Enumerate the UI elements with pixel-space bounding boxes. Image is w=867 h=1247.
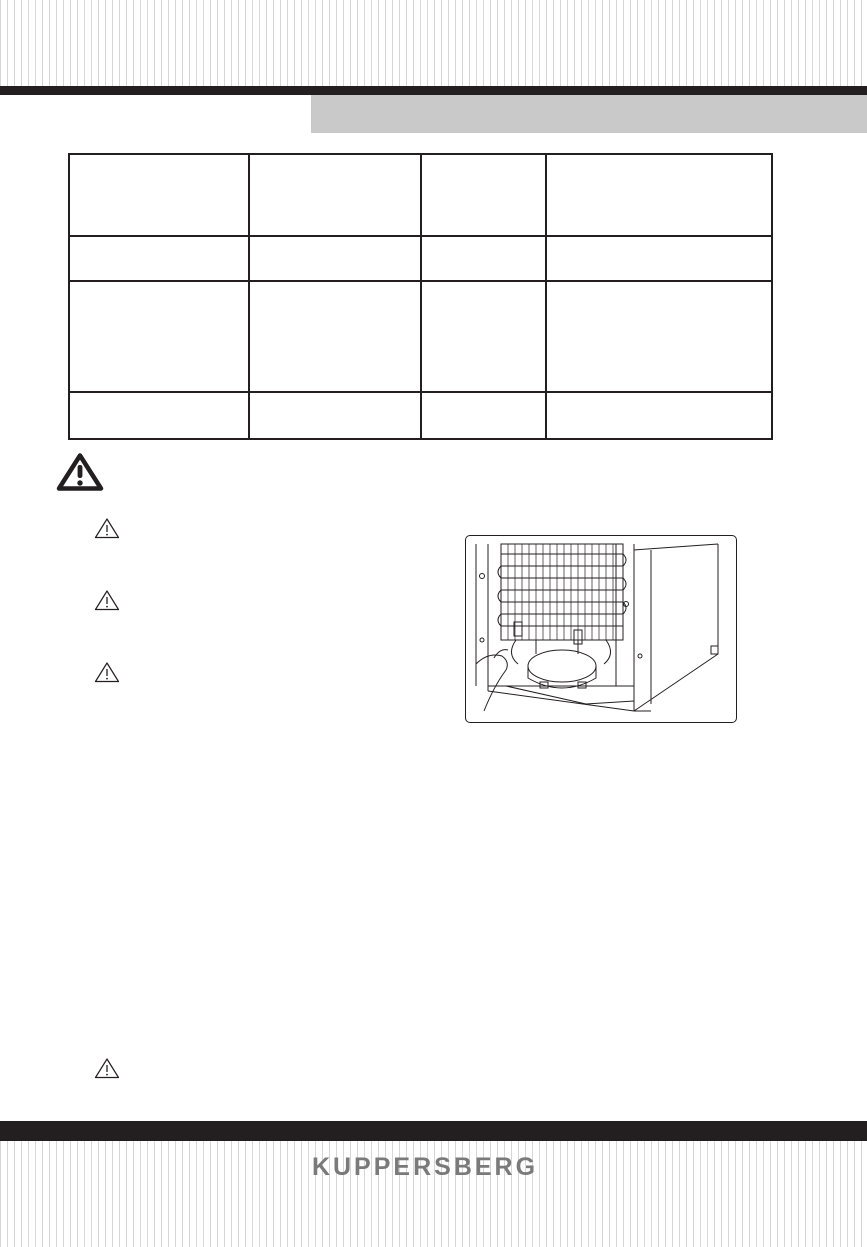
table-cell <box>546 236 772 281</box>
table-cell <box>69 281 249 392</box>
warning-triangle-icon <box>94 517 120 539</box>
footer-bar <box>0 1121 867 1141</box>
table-cell <box>249 154 421 236</box>
table-cell <box>421 281 546 392</box>
table-cell <box>249 392 421 439</box>
table-cell <box>546 392 772 439</box>
table-row <box>69 154 772 236</box>
warning-triangle-icon <box>94 589 120 611</box>
table-cell <box>546 154 772 236</box>
table-row <box>69 392 772 439</box>
table-cell <box>546 281 772 392</box>
table-row <box>69 236 772 281</box>
table-cell <box>69 154 249 236</box>
table-cell <box>249 236 421 281</box>
table-cell <box>421 154 546 236</box>
table-row <box>69 281 772 392</box>
warning-triangle-icon <box>94 1057 120 1079</box>
warning-triangle-icon <box>56 452 104 492</box>
header-section-tab <box>311 95 867 133</box>
compressor-illustration <box>465 535 737 723</box>
warning-triangle-icon <box>94 661 120 683</box>
table-cell <box>69 392 249 439</box>
table-cell <box>421 236 546 281</box>
table-cell <box>421 392 546 439</box>
header-bar <box>0 86 867 95</box>
brand-logo: KUPPERSBERG <box>311 1153 539 1181</box>
table-cell <box>249 281 421 392</box>
header-stripe-pattern <box>0 0 867 86</box>
refrigerator-back-drawing <box>466 536 737 723</box>
table-cell <box>69 236 249 281</box>
spec-table <box>68 153 773 440</box>
